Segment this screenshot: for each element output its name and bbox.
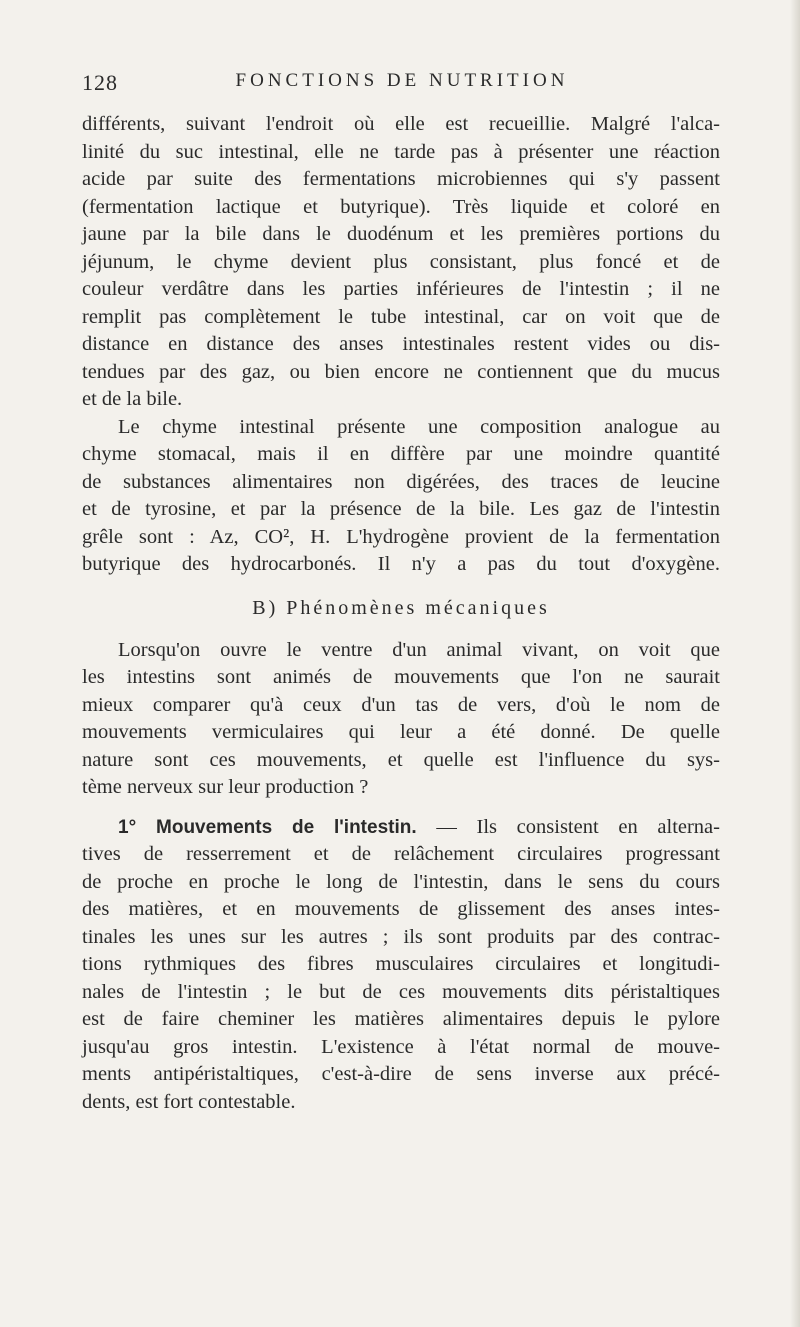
text-line: ments antipéristaltiques, c'est-à-dire de sens inverse aux précé- [82,1063,720,1085]
page-number: 128 [82,70,118,95]
text-line: Le chyme intestinal présente une composition analogue au [118,415,720,438]
text-line: tives de resserrement et de relâchement circulaires progressant [82,843,720,865]
text-line: tendues par des gaz, ou bien encore ne contiennent que du mucus [82,360,720,383]
text-line: mieux comparer qu'à ceux d'un tas de vers, d'où le nom de [82,693,720,716]
page-header [82,70,722,102]
text-line: (fermentation lactique et butyrique). Très liquide et coloré en [82,195,720,218]
text-line: nature sont ces mouvements, et quelle est l'influence du sys- [82,748,720,771]
text-line: les intestins sont animés de mouvements que l'on ne saurait [82,666,720,688]
text-line: distance en distance des anses intestinales restent vides ou dis- [82,333,720,355]
text-line: et de la bile. [82,388,183,410]
paragraph-2 [82,414,720,579]
page-body [82,111,720,1116]
text-line: jaune par la bile dans le duodénum et les premières portions du [82,223,720,245]
spacer [82,802,720,814]
text-line [82,814,720,842]
text-line: et de tyrosine, et par la présence de la bile. Les gaz de l'intestin [82,498,720,520]
text-line: mouvements vermiculaires qui leur a été donné. De quelle [82,721,720,743]
text-line: jusqu'au gros intestin. L'existence à l'état normal de mouve- [82,1035,720,1058]
text-line: jéjunum, le chyme devient plus consistant, plus foncé et de [82,250,720,273]
text-line: couleur verdâtre dans les parties inférieures de l'intestin ; il ne [82,278,720,300]
text-line: chyme stomacal, mais il en diffère par une moindre quantité [82,443,720,465]
text-line: des matières, et en mouvements de glissement des anses intes- [82,898,720,920]
text-line: dents, est fort contestable. [82,1090,296,1113]
paragraph-4 [82,814,720,1117]
text-line: est de faire cheminer les matières alimentaires depuis le pylore [82,1008,720,1030]
subheading: 1° Mouvements de l'intestin. [118,816,417,838]
text-line: Lorsqu'on ouvre le ventre d'un animal vivant, on voit que [118,638,720,661]
subheading-continuation: — Ils consistent en alterna- [436,815,720,838]
text-line: de substances alimentaires non digérées, des traces de leucine [82,470,720,493]
text-line: tinales les unes sur les autres ; ils sont produits par des contrac- [82,925,720,948]
text-line: tème nerveux sur leur production ? [82,776,369,798]
paragraph-1 [82,111,720,414]
text-line: linité du suc intestinal, elle ne tarde pas à présenter une réaction [82,140,720,163]
text-line: remplit pas complètement le tube intestinal, car on voit que de [82,305,720,328]
text-line: grêle sont : Az, CO², H. L'hydrogène provient de la fermentation [82,525,720,548]
text-line: différents, suivant l'endroit où elle est recueillie. Malgré l'alca- [82,113,720,135]
running-head: FONCTIONS DE NUTRITION [235,70,569,91]
text-line: tions rythmiques des fibres musculaires circulaires et longitudi- [82,953,720,975]
page-edge-shadow [790,0,800,1327]
section-heading: B) Phénomènes mécaniques [252,596,550,619]
text-line: nales de l'intestin ; le but de ces mouvements dits péristaltiques [82,980,720,1003]
text-line: butyrique des hydrocarbonés. Il n'y a pas du tout d'oxygène. [82,553,720,575]
text-line: de proche en proche le long de l'intestin, dans le sens du cours [82,870,720,893]
text-line: acide par suite des fermentations microbiennes qui s'y passent [82,168,720,190]
spacer [82,579,720,591]
paragraph-3 [82,637,720,802]
spacer [82,625,720,637]
